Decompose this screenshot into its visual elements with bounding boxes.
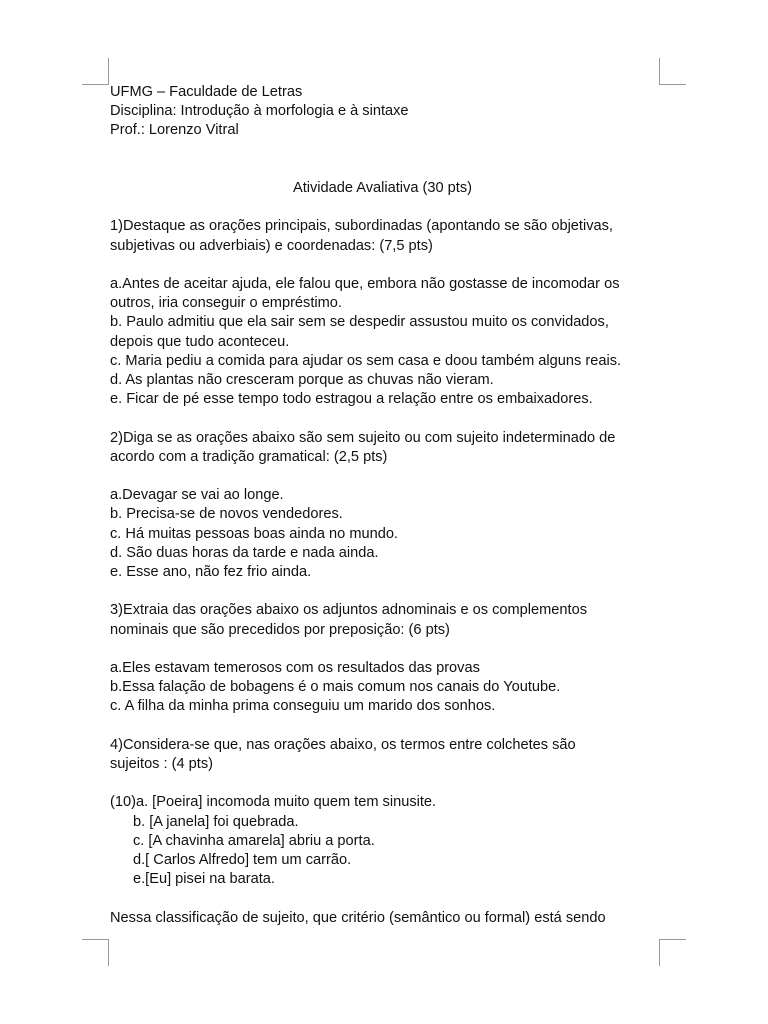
question-item: a.Devagar se vai ao longe. [110,487,284,504]
question-item: c. Há muitas pessoas boas ainda no mundo. [110,525,398,542]
question-item: e.[Eu] pisei na barata. [133,871,275,888]
question-item: b.Essa falação de bobagens é o mais comum nos canais do Youtube. [110,679,561,696]
question-item: b. Precisa-se de novos vendedores. [110,506,343,523]
question-prompt: nominais que são precedidos por preposição: (6 pts) [110,621,450,638]
document-page [110,83,655,928]
question-prompt: acordo com a tradição gramatical: (2,5 pts) [110,448,388,465]
question-item: depois que tudo aconteceu. [110,333,290,350]
institution-line: UFMG – Faculdade de Letras [110,84,303,100]
question-4 [110,736,655,928]
assessment-title: Atividade Avaliativa (30 pts) [292,179,472,196]
question-item: a.Antes de aceitar ajuda, ele falou que, embora não gostasse de incomodar os [110,275,620,292]
question-item: d. As plantas não cresceram porque as chuvas não vieram. [110,371,494,388]
question-1 [110,217,655,409]
question-item: d. São duas horas da tarde e nada ainda. [110,544,379,561]
question-item: (10)a. [Poeira] incomoda muito quem tem sinusite. [110,794,437,811]
question-item: e. Ficar de pé esse tempo todo estragou a relação entre os embaixadores. [110,391,593,408]
question-prompt: 4)Considera-se que, nas orações abaixo, os termos entre colchetes são [110,736,576,753]
question-item: d.[ Carlos Alfredo] tem um carrão. [133,851,352,868]
question-item: c. A filha da minha prima conseguiu um marido dos sonhos. [110,698,496,715]
question-item: e. Esse ano, não fez frio ainda. [110,563,312,580]
question-prompt: 2)Diga se as orações abaixo são sem sujeito ou com sujeito indeterminado de [110,429,616,446]
question-item: b. Paulo admitiu que ela sair sem se despedir assustou muito os convidados, [110,314,609,331]
question-item: c. Maria pediu a comida para ajudar os sem casa e doou também alguns reais. [110,352,622,369]
professor-line: Prof.: Lorenzo Vitral [110,122,239,139]
question-item: b. [A janela] foi quebrada. [133,813,299,830]
question-item: c. [A chavinha amarela] abriu a porta. [133,832,375,849]
question-item: a.Eles estavam temerosos com os resultados das provas [110,659,480,676]
question-prompt: 1)Destaque as orações principais, subordinadas (apontando se são objetivas, [110,218,613,235]
question-prompt: subjetivas ou adverbiais) e coordenadas: (7,5 pts) [110,237,433,254]
discipline-line: Disciplina: Introdução à morfologia e à sintaxe [110,103,409,120]
question-prompt: 3)Extraia das orações abaixo os adjuntos adnominais e os complementos [110,602,587,619]
question-item: outros, iria conseguir o empréstimo. [110,295,342,312]
question-prompt: sujeitos : (4 pts) [110,755,214,772]
document-header [110,83,655,141]
question-2 [110,429,655,583]
question-3 [110,601,655,716]
followup-question: Nessa classificação de sujeito, que critério (semântico ou formal) está sendo [110,909,606,926]
